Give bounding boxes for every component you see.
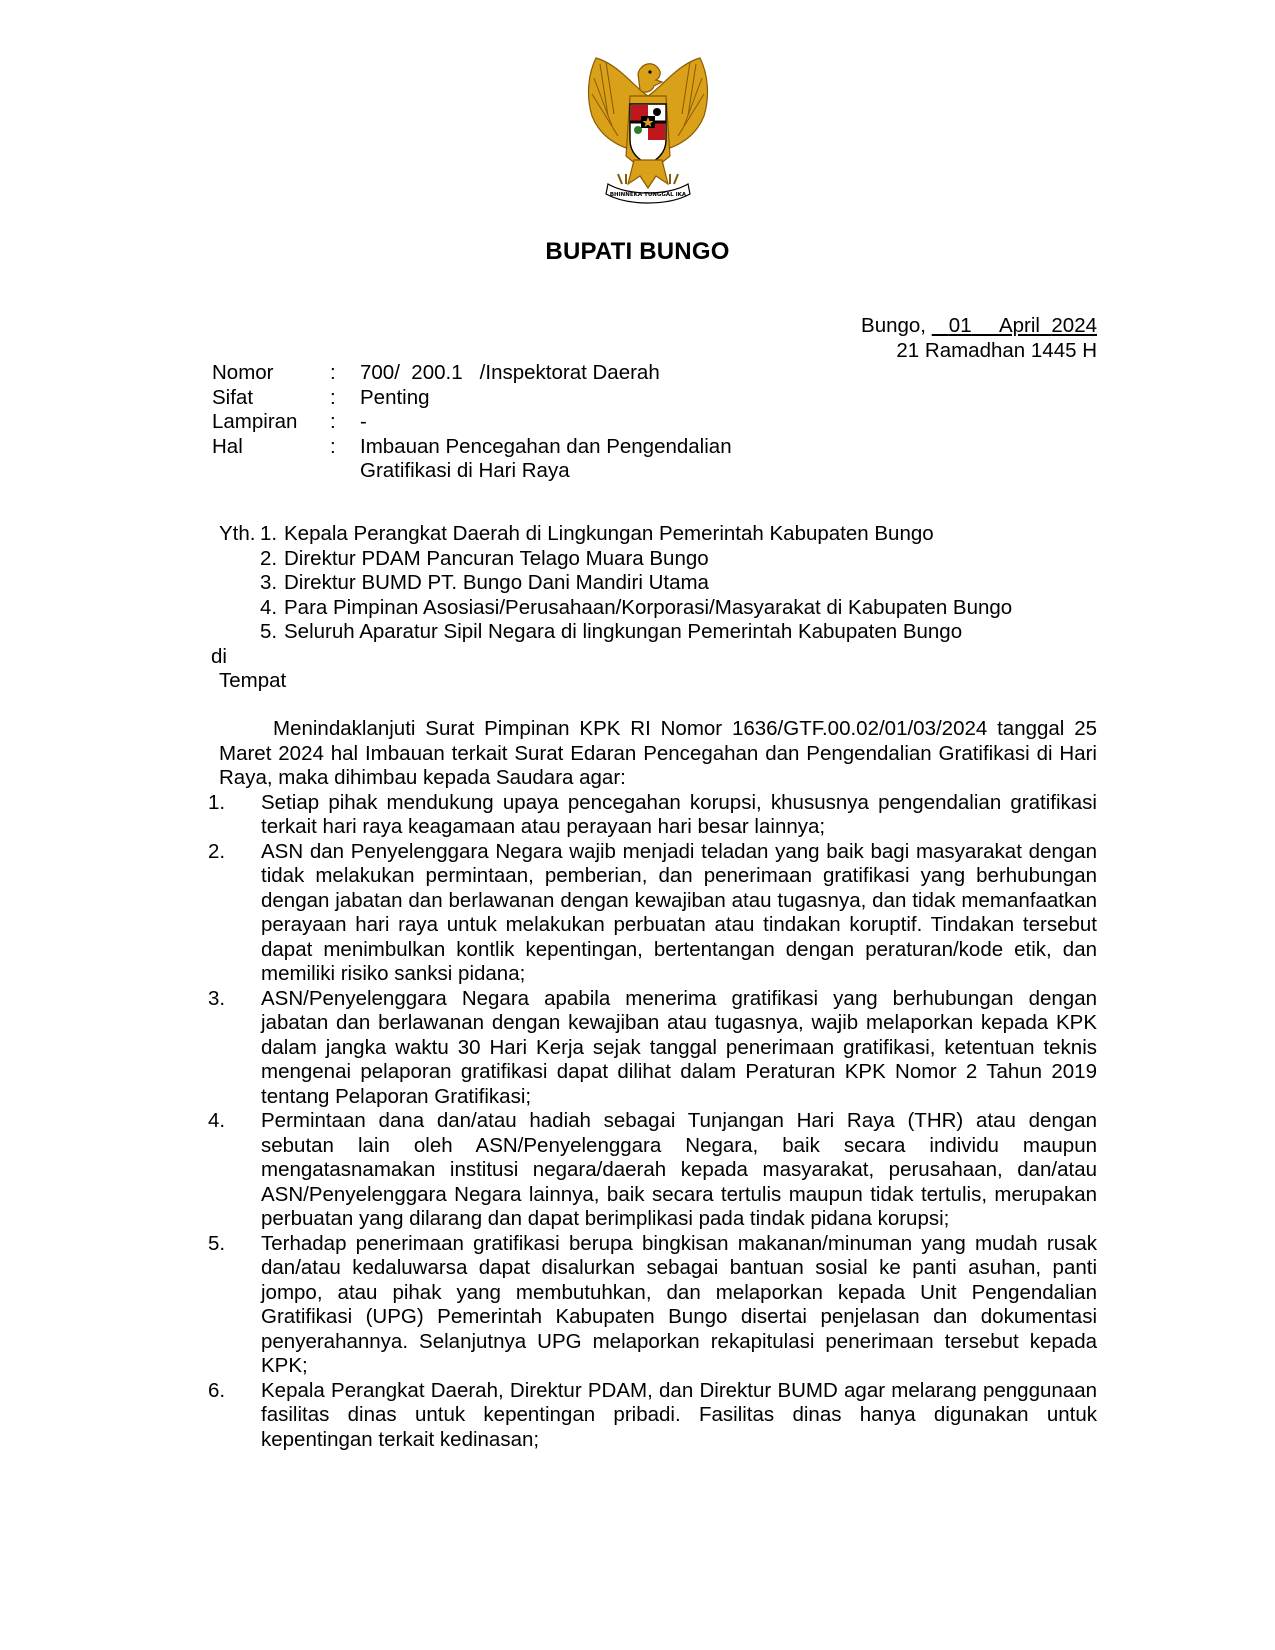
list-item: 2. ASN dan Penyelenggara Negara wajib menjadi teladan yang baik bagi masyarakat dengan tidak melakukan permintaan, pemberian, dan penerimaan gratifikasi yang berhubungan dengan jabatan dan berlawanan dengan kewajiban atau tugasnya, dan tidak memanfaatkan perayaan hari raya untuk melakukan perbuatan atau tindakan koruptif. Tindakan tersebut dapat menimbulkan kontlik kepentingan, bertentangan dengan peraturan/kode etik, dan memiliki risiko sanksi pidana; <box>208 839 1097 985</box>
recipient-tempat: Tempat <box>219 669 287 692</box>
list-item: Yth. 1. Kepala Perangkat Daerah di Lingkungan Pemerintah Kabupaten Bungo <box>219 522 934 545</box>
list-item: 2. Direktur PDAM Pancuran Telago Muara Bungo <box>260 546 709 570</box>
recipients <box>211 522 1119 694</box>
date-line <box>861 314 1097 339</box>
list-item: 3. ASN/Penyelenggara Negara apabila menerima gratifikasi yang berhubungan dengan jabatan dan berlawanan dengan kewajiban atau tugasnya, wajib melaporkan kepada KPK dalam jangka waktu 30 Hari Kerja sejak tanggal penerimaan gratifikasi, ketentuan teknis mengenai pelaporan gratifikasi dapat dilihat dalam Peraturan KPK Nomor 2 Tahun 2019 tentang Pelaporan Gratifikasi; <box>208 986 1097 1108</box>
list-item: 5. Terhadap penerimaan gratifikasi berupa bingkisan makanan/minuman yang mudah rusak dan/atau kedaluwarsa dapat disalurkan sebagai bantuan sosial ke panti asuhan, panti jompo, atau pihak yang membutuhkan, dan melaporkan kepada Unit Pengendalian Gratifikasi (UPG) Pemerintah Kabupaten Bungo disertai penjelasan dan dokumentasi penyerahannya. Selanjutnya UPG melaporkan rekapitulasi penerimaan tersebut kepada KPK; <box>208 1231 1097 1377</box>
letter-title: BUPATI BUNGO <box>545 238 730 265</box>
list-item: 3. Direktur BUMD PT. Bungo Dani Mandiri Utama <box>260 571 709 594</box>
intro-paragraph: Menindaklanjuti Surat Pimpinan KPK RI Nomor 1636/GTF.00.02/01/03/2024 tanggal 25 Maret 2024 hal Imbauan terkait Surat Edaran Pencegahan dan Pengendalian Gratifikasi di Hari Raya, maka dihimbau kepada Saudara agar: <box>219 717 1097 789</box>
date-hijri: 21 Ramadhan 1445 H <box>896 338 1097 362</box>
list-item: 6. Kepala Perangkat Daerah, Direktur PDAM, dan Direktur BUMD agar melarang penggunaan fasilitas dinas untuk kepentingan pribadi. Fasilitas dinas hanya digunakan untuk kepentingan terkait kedinasan; <box>208 1378 1097 1451</box>
letter-body <box>208 717 1097 1452</box>
recipient-di: di <box>211 644 227 668</box>
list-item: 5. Seluruh Aparatur Sipil Negara di lingkungan Pemerintah Kabupaten Bungo <box>260 620 963 643</box>
salutation: Yth. <box>219 522 256 545</box>
garuda-emblem-icon <box>578 56 718 206</box>
date-value: 01 April 2024 <box>948 314 1097 337</box>
list-item: 1. Setiap pihak mendukung upaya pencegahan korupsi, khususnya pengendalian gratifikasi terkait hari raya keagamaan atau perayaan hari besar lainnya; <box>208 790 1097 838</box>
list-item: 4. Permintaan dana dan/atau hadiah sebagai Tunjangan Hari Raya (THR) atau dengan sebutan lain oleh ASN/Penyelenggara Negara, baik secara individu maupun mengatasnamakan institusi negara/daerah kepada masyarakat, perusahaan, dan/atau ASN/Penyelenggara Negara lainnya, baik secara tertulis maupun tidak tertulis, merupakan perbuatan yang dilarang dan dapat berimplikasi pada tindak pidana korupsi; <box>208 1109 1097 1230</box>
list-item: 4. Para Pimpinan Asosiasi/Perusahaan/Korporasi/Masyarakat di Kabupaten Bungo <box>260 595 1013 619</box>
svg-text:BHINNEKA TUNGGAL IKA: BHINNEKA TUNGGAL IKA <box>609 192 687 198</box>
date-place: Bungo, <box>861 314 926 337</box>
letter-date <box>861 314 1097 363</box>
